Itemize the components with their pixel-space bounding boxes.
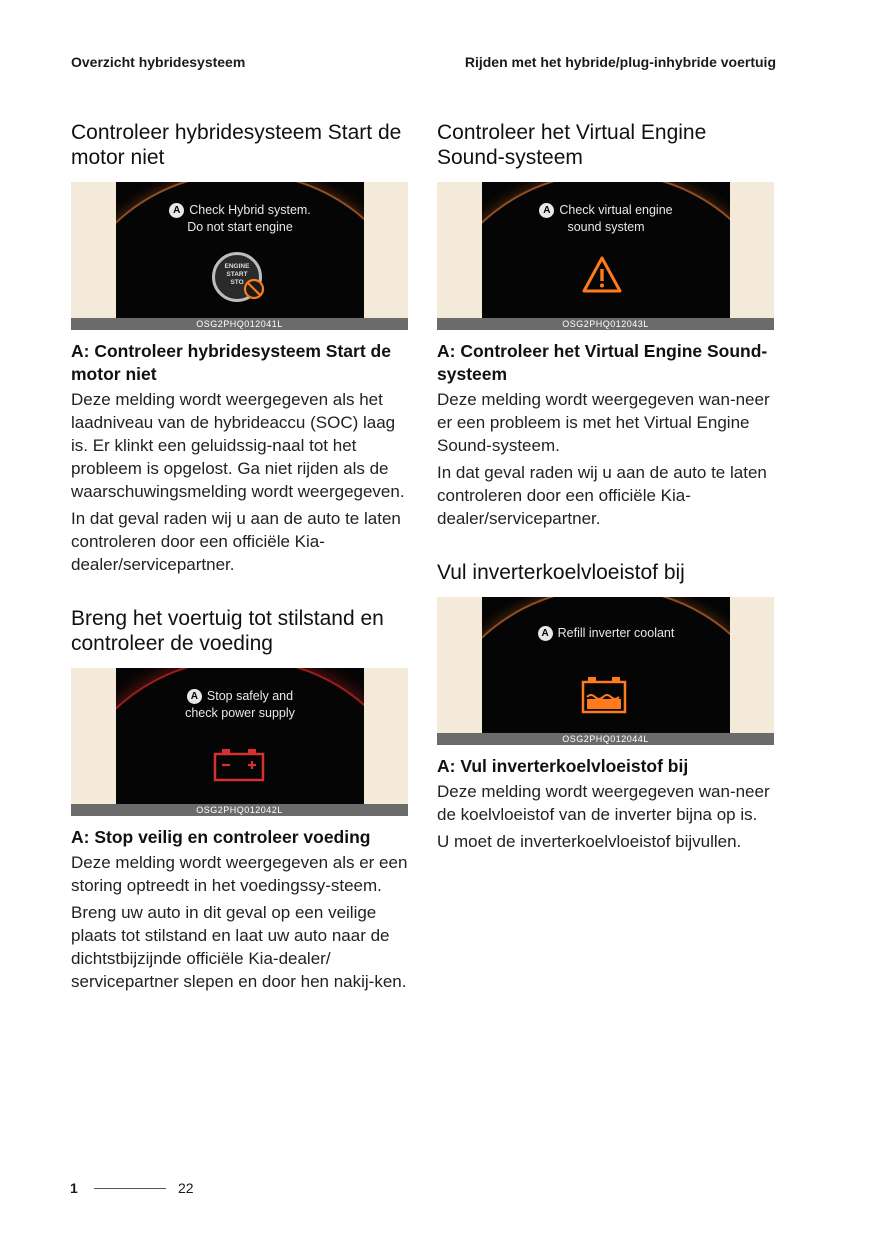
- cluster-message: [116, 688, 364, 722]
- message-line: Stop safely and: [206, 689, 294, 703]
- figure-code: OSG2PHQ012043L: [437, 318, 774, 330]
- footer-divider: [94, 1188, 166, 1189]
- subsection-title: A: Controleer het Virtual Engine Sound-systeem: [437, 341, 768, 384]
- message-line: check power supply: [185, 706, 295, 720]
- cluster-figure: [71, 182, 408, 330]
- subsection-title: A: Stop veilig en controleer voeding: [71, 827, 371, 847]
- section-title: Controleer het Virtual Engine Sound-systeem: [437, 121, 707, 169]
- cluster-screen: [482, 597, 730, 733]
- callout-badge: A: [539, 203, 554, 218]
- page-number: 22: [178, 1180, 194, 1196]
- cluster-screen: [116, 182, 364, 318]
- button-text: STO: [230, 279, 244, 286]
- cluster-screen: [116, 668, 364, 804]
- running-header-left: Overzicht hybridesysteem: [71, 54, 246, 70]
- body-paragraph: Deze melding wordt weergegeven als het laadniveau van de hybrideaccu (SOC) laag is. Er klinkt een geluidssig-naal tot het probleem is opgelost. Ga niet rijden als de waarschuwingsmelding wordt weergegeven.: [71, 390, 405, 501]
- body-paragraph: Breng uw auto in dit geval op een veilige plaats tot stilstand en laat uw auto naar de dichtstbijzijnde officiële Kia-dealer/ servicepartner slepen en door hen nakij-ken.: [71, 903, 407, 991]
- battery-warning-icon: [212, 746, 266, 782]
- section-title: Vul inverterkoelvloeistof bij: [437, 561, 685, 584]
- section-stop-power: [71, 606, 409, 993]
- button-text: ENGINE: [224, 263, 250, 270]
- message-line: sound system: [567, 220, 645, 234]
- cluster-message: [116, 202, 364, 236]
- body-paragraph: Deze melding wordt weergegeven wan-neer er een probleem is met het Virtual Engine Sound-systeem.: [437, 390, 770, 455]
- chapter-number: 1: [70, 1180, 78, 1196]
- button-text: START: [226, 271, 248, 278]
- body-paragraph: In dat geval raden wij u aan de auto te laten controleren door een officiële Kia-dealer/servicepartner.: [71, 509, 401, 574]
- message-line: Check virtual engine: [559, 203, 673, 217]
- section-title: Breng het voertuig tot stilstand en controleer de voeding: [71, 607, 384, 655]
- body-paragraph: Deze melding wordt weergegeven wan-neer de koelvloeistof van de inverter bijna op is.: [437, 782, 770, 824]
- left-column: [71, 120, 409, 997]
- callout-badge: A: [169, 203, 184, 218]
- right-column: [437, 120, 775, 857]
- message-line: Check Hybrid system.: [189, 203, 311, 217]
- section-title: Controleer hybridesysteem Start de motor niet: [71, 121, 402, 169]
- figure-code: OSG2PHQ012041L: [71, 318, 408, 330]
- section-inverter-coolant: [437, 560, 775, 853]
- warning-triangle-icon: [580, 254, 624, 296]
- figure-code: OSG2PHQ012044L: [437, 733, 774, 745]
- cluster-figure: [437, 182, 774, 330]
- message-line: Do not start engine: [187, 220, 293, 234]
- callout-badge: A: [538, 626, 553, 641]
- cluster-message: [482, 625, 730, 642]
- subsection-title: A: Vul inverterkoelvloeistof bij: [437, 756, 689, 776]
- message-line: Refill inverter coolant: [557, 626, 675, 640]
- body-paragraph: U moet de inverterkoelvloeistof bijvullen.: [437, 832, 742, 851]
- engine-start-prohibited-icon: [212, 252, 262, 302]
- cluster-figure: [71, 668, 408, 816]
- callout-badge: A: [187, 689, 202, 704]
- running-header-right: Rijden met het hybride/plug-inhybride voertuig: [464, 54, 776, 70]
- body-paragraph: In dat geval raden wij u aan de auto te laten controleren door een officiële Kia-dealer/servicepartner.: [437, 463, 767, 528]
- cluster-figure: [437, 597, 774, 745]
- cluster-screen: [482, 182, 730, 318]
- figure-code: OSG2PHQ012042L: [71, 804, 408, 816]
- subsection-title: A: Controleer hybridesysteem Start de motor niet: [71, 341, 391, 384]
- body-paragraph: Deze melding wordt weergegeven als er een storing optreedt in het voedingssy-steem.: [71, 853, 408, 895]
- coolant-reservoir-icon: [580, 675, 628, 715]
- section-virtual-engine-sound: [437, 120, 775, 530]
- cluster-message: [482, 202, 730, 236]
- section-hybrid-start: [71, 120, 409, 576]
